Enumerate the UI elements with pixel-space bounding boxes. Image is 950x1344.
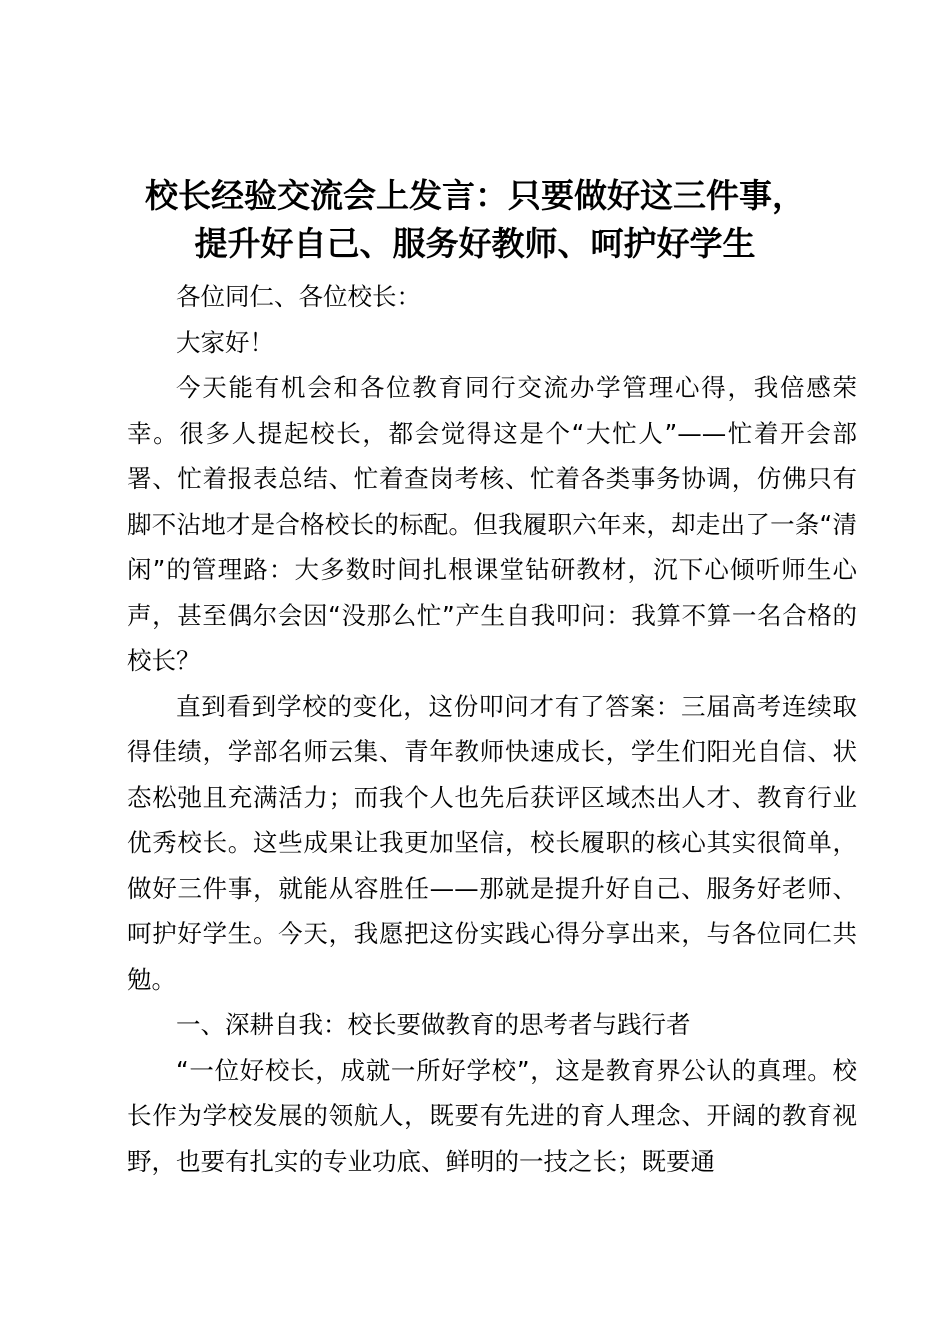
document-title-line-1: 校长经验交流会上发言：只要做好这三件事， [145, 176, 805, 215]
greeting: 大家好！ [176, 327, 274, 357]
body-paragraph: “一位好校长，成就一所好学校”，这是教育界公认的真理。校长作为学校发展的领航人，既要有先进的育人理念、开阔的教育视野，也要有扎实的专业功底、鲜明的一技之长；既要通 [127, 1055, 857, 1176]
document-body [127, 274, 857, 1184]
section-heading: 一、深耕自我：校长要做教育的思考者与践行者 [176, 1010, 691, 1039]
salutation: 各位同仁、各位校长： [176, 282, 421, 311]
body-paragraph: 直到看到学校的变化，这份叩问才有了答案：三届高考连续取得佳绩，学部名师云集、青年教师快速成长，学生们阳光自信、状态松弛且充满活力；而我个人也先后获评区域杰出人才、教育行业优秀校长。这些成果让我更加坚信，校长履职的核心其实很简单，做好三件事，就能从容胜任——那就是提升好自己、服务好老师、呵护好学生。今天，我愿把这份实践心得分享出来，与各位同仁共勉。 [127, 691, 857, 994]
body-paragraph: 今天能有机会和各位教育同行交流办学管理心得，我倍感荣幸。很多人提起校长，都会觉得这是个“大忙人”——忙着开会部署、忙着报表总结、忙着查岗考核、忙着各类事务协调，仿佛只有脚不沾地才是合格校长的标配。但我履职六年来，却走出了一条“清闲”的管理路：大多数时间扎根课堂钻研教材，沉下心倾听师生心声，甚至偶尔会因“没那么忙”产生自我叩问：我算不算一名合格的校长？ [127, 373, 857, 675]
document-title-line-2: 提升好自己、服务好教师、呵护好学生 [194, 224, 756, 263]
